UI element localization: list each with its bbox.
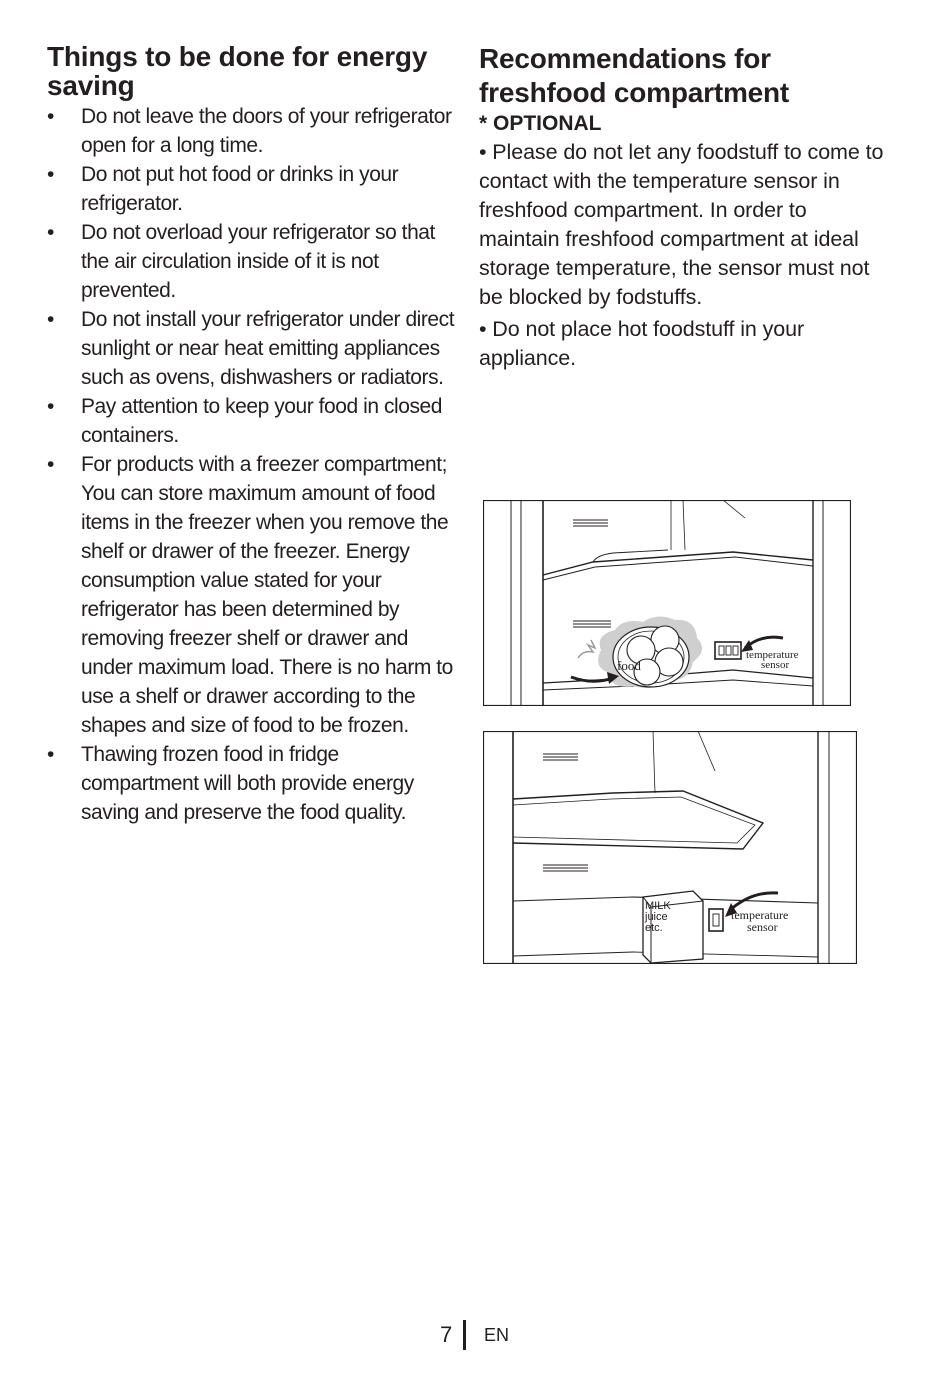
list-item: • Do not overload your refrigerator so that the air circulation inside of it is not prevented. — [47, 218, 457, 305]
carton-label-line3: etc. — [645, 922, 663, 934]
page-number: 7 — [440, 1322, 453, 1347]
carton-label-line1: MILK — [645, 900, 671, 912]
page-footer — [0, 1320, 950, 1350]
bullet: • — [47, 163, 54, 186]
bullet: • — [47, 395, 54, 418]
list-item: • Pay attention to keep your food in closed containers. — [47, 392, 457, 450]
bullet: • — [47, 743, 54, 766]
bullet: • — [47, 105, 54, 128]
language-code: EN — [484, 1325, 510, 1345]
list-item: • Thawing frozen food in fridge compartment will both provide energy saving and preserve the food quality. — [47, 740, 457, 827]
list-item: • Do not put hot food or drinks in your refrigerator. — [47, 160, 457, 218]
sensor-label-line1: temperature — [746, 649, 799, 661]
list-item: • Do not leave the doors of your refrigerator open for a long time. — [47, 102, 457, 160]
sensor-label-line1: temperature — [731, 908, 789, 922]
temperature-sensor-icon — [715, 642, 741, 659]
energy-saving-list — [47, 102, 457, 827]
figure-food-near-sensor — [483, 500, 851, 706]
freshfood-recommendations-section — [479, 42, 889, 373]
carton-label-line2: juice — [645, 911, 668, 923]
list-item: • Do not install your refrigerator under direct sunlight or near heat emitting appliances such as ovens, dishwashers or radiators. — [47, 305, 457, 392]
sensor-label-line2: sensor — [747, 920, 778, 934]
recommendation-paragraph: • Please do not let any foodstuff to come to contact with the temperature sensor in freshfood compartment. In order to maintain freshfood compartment at ideal storage temperature, the sensor must not be blocked by fodstuffs. — [479, 140, 884, 309]
recommendation-paragraph: • Do not place hot foodstuff in your appliance. — [479, 317, 805, 370]
bullet: • — [47, 308, 54, 331]
list-item: • For products with a freezer compartment; You can store maximum amount of food items in the freezer when you remove the shelf or drawer of the freezer. Energy consumption value stated for your refrigerator has been determined by removing freezer shelf or drawer and under maximum load. There is no harm to use a shelf or drawer according to the shapes and size of food to be frozen. — [47, 450, 457, 740]
footer-divider — [463, 1320, 466, 1350]
energy-saving-section — [47, 42, 457, 827]
bullet: • — [47, 221, 54, 244]
energy-saving-heading: Things to be done for energy saving — [47, 41, 428, 101]
optional-label: * OPTIONAL — [479, 112, 602, 135]
freshfood-heading: Recommendations for freshfood compartment — [479, 43, 790, 108]
fridge-illustration — [483, 500, 851, 706]
bullet: • — [47, 453, 54, 476]
food-label: food — [617, 658, 641, 673]
fridge-illustration — [483, 731, 857, 964]
temperature-sensor-icon — [709, 909, 723, 931]
sensor-label-line2: sensor — [761, 659, 790, 671]
figure-carton-near-sensor — [483, 731, 857, 964]
